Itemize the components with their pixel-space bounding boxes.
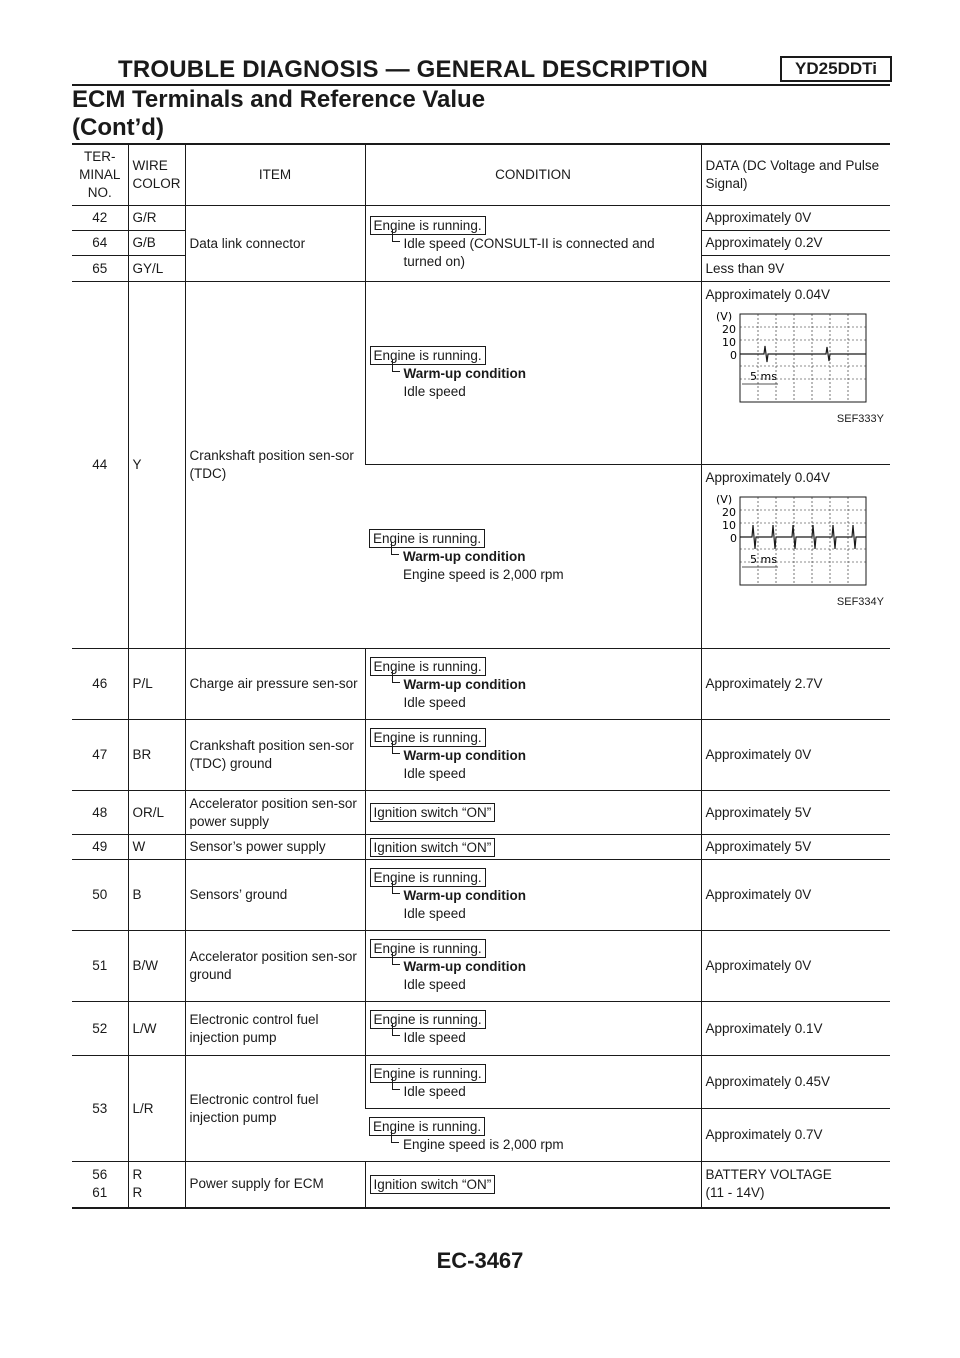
data-value: Approximately 2.7V xyxy=(701,649,890,720)
waveform-tick-20: 20 xyxy=(721,323,736,336)
condition-box: Ignition switch “ON” xyxy=(370,838,496,857)
item: Electronic control fuel injection pump xyxy=(185,1002,365,1056)
table-row xyxy=(72,860,890,931)
item: Accelerator position sen-sor ground xyxy=(185,931,365,1002)
condition xyxy=(365,1002,701,1056)
wire-color: W xyxy=(128,835,185,860)
wire-color: G/R xyxy=(128,206,185,231)
condition-box: Engine is running. xyxy=(370,216,486,235)
data-value: Approximately 5V xyxy=(701,835,890,860)
data-value: Approximately 0V xyxy=(701,860,890,931)
condition-sub: Engine speed is 2,000 rpm xyxy=(391,1136,697,1154)
condition xyxy=(365,791,701,835)
data-cell xyxy=(701,282,890,465)
condition-sub2: Idle speed xyxy=(403,765,466,781)
waveform-unit-label: (V) xyxy=(715,310,732,323)
table-row xyxy=(72,1002,890,1056)
terminal-no: 47 xyxy=(72,720,128,791)
condition-sub: Idle speed xyxy=(392,1029,697,1047)
wire-color: BR xyxy=(128,720,185,791)
waveform-tick-10: 10 xyxy=(721,519,736,532)
waveform-timebase: 5 ms xyxy=(749,553,777,566)
col-header-condition: CONDITION xyxy=(365,144,701,206)
condition-box: Engine is running. xyxy=(370,1010,486,1029)
item: Data link connector xyxy=(185,206,365,282)
item: Crankshaft position sen-sor (TDC) xyxy=(185,282,365,649)
col-header-wire: WIRE COLOR xyxy=(128,144,185,206)
terminal-no: 49 xyxy=(72,835,128,860)
terminal-no: 48 xyxy=(72,791,128,835)
table-row xyxy=(72,649,890,720)
figure-ref: SEF334Y xyxy=(836,596,884,608)
terminal-no-b: 61 xyxy=(92,1185,108,1201)
terminal-no: 50 xyxy=(72,860,128,931)
waveform-tick-20: 20 xyxy=(721,506,736,519)
wire-color: GY/L xyxy=(128,256,185,282)
condition-sub: Warm-up condition xyxy=(392,747,697,765)
data-value: Approximately 0.04V xyxy=(705,287,831,302)
data-value: Approximately 0V xyxy=(701,720,890,791)
item: Sensors’ ground xyxy=(185,860,365,931)
condition-box: Engine is running. xyxy=(369,529,485,548)
wire-color: L/W xyxy=(128,1002,185,1056)
table-row xyxy=(72,1056,890,1109)
waveform-tick-0: 0 xyxy=(729,349,737,362)
condition xyxy=(365,282,701,465)
table-header-row xyxy=(72,144,890,206)
condition xyxy=(365,206,701,282)
wire-color: L/R xyxy=(128,1056,185,1162)
item: Crankshaft position sen-sor (TDC) ground xyxy=(185,720,365,791)
terminal-no: 51 xyxy=(72,931,128,1002)
waveform-graph xyxy=(710,491,870,591)
condition xyxy=(365,931,701,1002)
table-row xyxy=(72,282,890,465)
col-header-data: DATA (DC Voltage and Pulse Signal) xyxy=(701,144,890,206)
condition-box: Engine is running. xyxy=(369,1117,485,1136)
page-number: EC-3467 xyxy=(436,1248,524,1273)
terminal-no: 64 xyxy=(72,231,128,256)
condition xyxy=(365,720,701,791)
item: Sensor’s power supply xyxy=(185,835,365,860)
data-value-a: BATTERY VOLTAGE xyxy=(705,1167,832,1183)
item: Charge air pressure sen-sor xyxy=(185,649,365,720)
condition-sub: Warm-up condition xyxy=(392,365,697,383)
header-title: TROUBLE DIAGNOSIS — GENERAL DESCRIPTION xyxy=(118,56,709,83)
data-value: Approximately 0.2V xyxy=(701,231,890,256)
data-value: Approximately 0.7V xyxy=(701,1109,890,1162)
condition xyxy=(365,1109,701,1162)
wire-color: Y xyxy=(128,282,185,649)
data-value: Approximately 0V xyxy=(701,206,890,231)
terminal-no: 52 xyxy=(72,1002,128,1056)
waveform-tick-10: 10 xyxy=(721,336,736,349)
item: Electronic control fuel injection pump xyxy=(185,1056,365,1162)
condition-sub: Idle speed (CONSULT-II is connected and turned on) xyxy=(392,235,697,271)
data-value xyxy=(701,1162,890,1208)
condition xyxy=(365,465,701,649)
wire-color: B/W xyxy=(128,931,185,1002)
terminal-no-a: 56 xyxy=(92,1167,108,1183)
data-value: Approximately 0V xyxy=(701,931,890,1002)
item: Accelerator position sen-sor power supply xyxy=(185,791,365,835)
data-value: Approximately 0.04V xyxy=(705,470,831,485)
col-header-item: ITEM xyxy=(185,144,365,206)
figure-ref: SEF333Y xyxy=(836,413,884,425)
section-title xyxy=(72,86,485,142)
condition-box: Engine is running. xyxy=(370,346,486,365)
wire-color: B xyxy=(128,860,185,931)
condition-sub2: Idle speed xyxy=(403,383,466,399)
condition-sub: Idle speed xyxy=(392,1083,697,1101)
condition-box: Engine is running. xyxy=(370,728,486,747)
waveform-graph xyxy=(710,308,870,408)
condition-sub2: Idle speed xyxy=(403,905,466,921)
terminal-no: 42 xyxy=(72,206,128,231)
section-title-line1: ECM Terminals and Reference Value xyxy=(72,86,486,113)
waveform-unit-label: (V) xyxy=(715,493,732,506)
condition-box: Ignition switch “ON” xyxy=(370,803,496,822)
condition xyxy=(365,860,701,931)
condition-sub2: Engine speed is 2,000 rpm xyxy=(403,567,564,582)
wire-color xyxy=(128,1162,185,1208)
table-row xyxy=(72,1162,890,1208)
condition-sub: Warm-up condition xyxy=(392,676,697,694)
terminal-no: 44 xyxy=(72,282,128,649)
wire-color: G/B xyxy=(128,231,185,256)
table-row xyxy=(72,791,890,835)
terminal-no: 46 xyxy=(72,649,128,720)
wire-color: P/L xyxy=(128,649,185,720)
table-row xyxy=(72,720,890,791)
condition xyxy=(365,835,701,860)
ecm-terminal-table xyxy=(72,143,890,1209)
condition xyxy=(365,649,701,720)
item: Power supply for ECM xyxy=(185,1162,365,1208)
data-value: Approximately 0.45V xyxy=(701,1056,890,1109)
section-title-line2: (Cont’d) xyxy=(72,114,164,141)
condition-box: Engine is running. xyxy=(370,1064,486,1083)
condition-sub2: Idle speed xyxy=(403,976,466,992)
data-value: Approximately 5V xyxy=(701,791,890,835)
col-header-terminal: TER-MINAL NO. xyxy=(72,144,128,206)
wire-color: OR/L xyxy=(128,791,185,835)
wire-color-b: R xyxy=(132,1185,143,1201)
terminal-no: 53 xyxy=(72,1056,128,1162)
table-row xyxy=(72,835,890,860)
condition-box: Engine is running. xyxy=(370,657,486,676)
wire-color-a: R xyxy=(132,1167,143,1183)
data-value: Less than 9V xyxy=(701,256,890,282)
table-row xyxy=(72,931,890,1002)
condition-box: Engine is running. xyxy=(370,939,486,958)
condition-sub: Warm-up condition xyxy=(391,548,697,566)
waveform-timebase: 5 ms xyxy=(749,370,777,383)
data-value: Approximately 0.1V xyxy=(701,1002,890,1056)
data-value-b: (11 - 14V) xyxy=(705,1185,765,1201)
condition-box: Ignition switch “ON” xyxy=(370,1175,496,1194)
condition-sub2: Idle speed xyxy=(403,694,466,710)
terminal-no xyxy=(72,1162,128,1208)
condition xyxy=(365,1056,701,1109)
terminal-no: 65 xyxy=(72,256,128,282)
table-row xyxy=(72,206,890,231)
data-cell xyxy=(701,465,890,649)
condition-sub: Warm-up condition xyxy=(392,958,697,976)
condition xyxy=(365,1162,701,1208)
condition-box: Engine is running. xyxy=(370,868,486,887)
waveform-tick-0: 0 xyxy=(729,532,737,545)
condition-sub: Warm-up condition xyxy=(392,887,697,905)
engine-code-tag: YD25DDTi xyxy=(780,56,892,82)
